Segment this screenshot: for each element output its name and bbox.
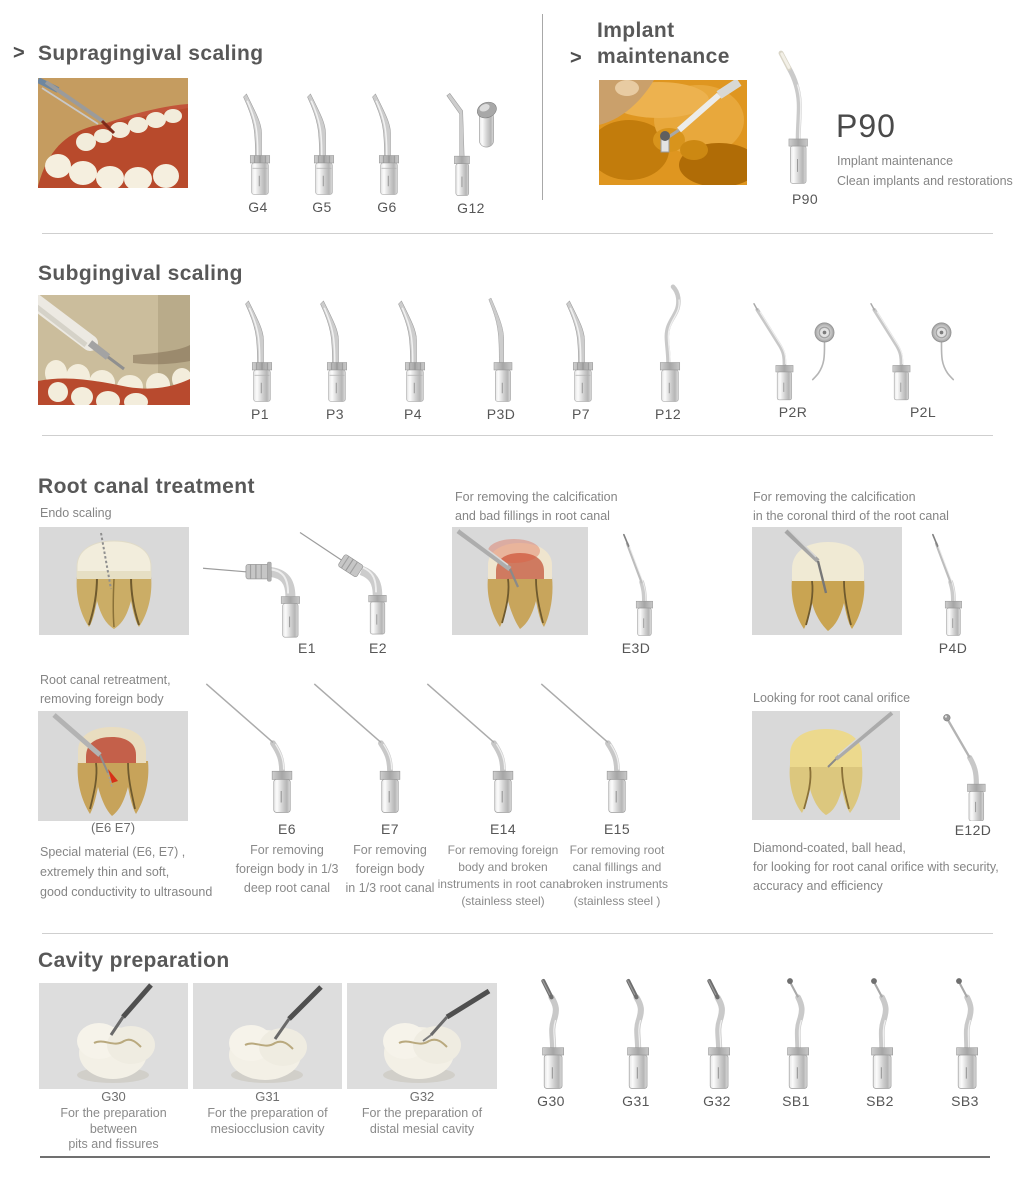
- section-title-implant-line1: Implant: [597, 19, 675, 42]
- caption-desc-line2: mesiocclusion cavity: [210, 1121, 325, 1136]
- small-ball-tip-icon: [937, 968, 994, 1090]
- caption-desc-line2: distal mesial cavity: [369, 1121, 475, 1136]
- section-title-cavity: Cavity preparation: [38, 949, 230, 972]
- disc-tip-icon: [809, 316, 840, 388]
- tip-p12: [636, 283, 700, 422]
- e15-desc-line1: For removing root: [569, 843, 665, 857]
- photo-caption-label: G31: [255, 1089, 280, 1104]
- tip-p2l-probe: [869, 291, 922, 409]
- probe-tip-icon: [752, 291, 805, 404]
- scaler-tip-icon: [300, 76, 345, 196]
- tip-g32: [685, 968, 749, 1109]
- p4d-description: [753, 488, 949, 525]
- retreat-note-line2: extremely thin and soft,: [40, 865, 170, 879]
- p4d-desc-line1: For removing the calcification: [753, 490, 916, 504]
- tip-label: G31: [622, 1093, 650, 1109]
- e14-desc-line3: instruments in root canal: [437, 877, 569, 891]
- section-title-subgingival: Subgingival scaling: [38, 262, 243, 285]
- e12d-note-line1: Diamond-coated, ball head,: [753, 841, 906, 855]
- scaler-tip-icon: [776, 46, 819, 189]
- tip-label: E2: [369, 640, 387, 656]
- chevron-right-icon: >: [570, 47, 582, 69]
- tip-p2r-probe: [752, 291, 805, 409]
- endo-scaling-subtitle: Endo scaling: [40, 506, 112, 520]
- e3d-desc-line1: For removing the calcification: [455, 490, 618, 504]
- g31-photo: [193, 983, 342, 1089]
- e12d-heading: Looking for root canal orifice: [753, 691, 911, 705]
- tip-p4d: [926, 527, 974, 642]
- e15-desc-line3: broken instruments: [565, 877, 669, 891]
- tip-sb3: [933, 968, 997, 1109]
- tip-p3d: [469, 283, 533, 422]
- caption-desc-line1: For the preparation of: [207, 1106, 328, 1120]
- retreat-line2: removing foreign body: [40, 691, 164, 706]
- photo-caption-label: G30: [101, 1089, 126, 1104]
- cutter-tip-icon: [689, 968, 746, 1090]
- p4d-photo: [752, 527, 902, 635]
- tip-p90: [776, 46, 819, 194]
- tip-e15: [538, 679, 645, 824]
- small-ball-tip-icon: [768, 968, 825, 1090]
- e14-desc-line4: (stainless steel): [461, 894, 545, 908]
- g31-caption-block: [193, 1089, 342, 1137]
- scaler-tip-icon: [391, 283, 436, 403]
- bottom-divider: [40, 1156, 990, 1158]
- photo-caption-label: G32: [409, 1089, 435, 1104]
- retreat-line1: Root canal retreatment,: [40, 673, 171, 687]
- subgingival-photo: [38, 295, 190, 405]
- section-title-supragingival: Supragingival scaling: [38, 42, 264, 65]
- e3d-description: [455, 488, 618, 525]
- e3d-photo: [452, 527, 588, 635]
- tip-label: SB1: [782, 1093, 810, 1109]
- probe-tip-icon: [869, 291, 922, 404]
- implant-desc-line1: Implant maintenance: [837, 154, 954, 168]
- needle-tip-icon: [424, 679, 531, 819]
- tip-e14: [424, 679, 531, 824]
- tip-label: G32: [703, 1093, 731, 1109]
- section-title-implant-line2: maintenance: [597, 45, 730, 68]
- tip-label: E15: [603, 821, 631, 837]
- tip-e12d: [938, 703, 997, 826]
- tip-label: G30: [537, 1093, 565, 1109]
- implant-description: [837, 151, 1013, 191]
- section-divider: [42, 435, 993, 436]
- scaler-tip-icon: [236, 76, 281, 196]
- tip-label: SB2: [866, 1093, 894, 1109]
- photo-caption-desc: [39, 1106, 188, 1153]
- tip-label: E6: [278, 821, 296, 837]
- diagonal-tip-icon: [617, 527, 665, 637]
- retreat-note: [40, 842, 212, 902]
- tip-e3d: [617, 527, 665, 642]
- g30-caption-block: [39, 1089, 188, 1153]
- needle-tip-icon: [311, 679, 418, 819]
- section-divider: [42, 233, 993, 234]
- tip-g4: [226, 76, 290, 215]
- tip-g31: [604, 968, 668, 1109]
- retreat-photo-caption: (E6 E7): [90, 820, 136, 835]
- scaler-tip-icon: [238, 283, 283, 403]
- e15-desc-line4: (stainless steel ): [573, 894, 661, 908]
- tip-label: P4D: [938, 640, 968, 656]
- e6-desc-line3: deep root canal: [243, 881, 331, 895]
- scaler-tip-with-cap-icon: [437, 76, 505, 197]
- diagonal-tip-icon: [926, 527, 974, 637]
- e12d-note-line3: accuracy and efficiency: [753, 879, 883, 893]
- e15-desc-line2: canal fillings and: [572, 860, 662, 874]
- vertical-divider: [542, 14, 543, 200]
- implant-desc-line2: Clean implants and restorations: [837, 174, 1013, 188]
- tip-label: P90: [791, 191, 819, 207]
- tip-label: P2R: [778, 404, 808, 420]
- implant-headline: P90: [836, 108, 896, 144]
- endo-holder-tip-icon: [294, 531, 404, 637]
- e7-desc-line2: foreign body: [355, 862, 425, 876]
- e7-desc-line1: For removing: [353, 843, 427, 857]
- endo-scaling-photo: [39, 527, 189, 635]
- tip-label: G4: [248, 199, 268, 215]
- retreatment-photo: [38, 711, 188, 821]
- tip-p2r-disc: [809, 316, 840, 393]
- needle-tip-icon: [538, 679, 645, 819]
- tip-label: P3D: [486, 406, 516, 422]
- tip-label: P12: [654, 406, 682, 422]
- tip-p1: [228, 283, 292, 422]
- scaler-tip-icon: [559, 283, 604, 403]
- e7-desc-line3: in 1/3 root canal: [345, 881, 435, 895]
- e12d-photo: [752, 711, 900, 820]
- scaler-tip-icon: [365, 76, 410, 196]
- e6-desc-line2: foreign body in 1/3: [235, 862, 339, 876]
- chevron-right-icon: >: [13, 42, 25, 64]
- g32-caption-block: [347, 1089, 497, 1137]
- tip-p2l-disc: [926, 316, 957, 393]
- tip-label: P1: [251, 406, 269, 422]
- tip-p3: [303, 283, 367, 422]
- tip-g30: [519, 968, 583, 1109]
- tip-sb1: [764, 968, 828, 1109]
- section-title-root-canal: Root canal treatment: [38, 475, 255, 498]
- tip-p7: [549, 283, 613, 422]
- tip-label: G6: [377, 199, 397, 215]
- p4d-desc-line2: in the coronal third of the root canal: [753, 508, 949, 523]
- caption-desc-line1: For the preparation between: [60, 1106, 167, 1136]
- tip-label: G12: [457, 200, 485, 216]
- photo-caption-desc: [193, 1106, 342, 1137]
- supragingival-photo: [38, 78, 188, 188]
- retreatment-description: [40, 671, 171, 708]
- cutter-tip-icon: [523, 968, 580, 1090]
- g30-photo: [39, 983, 188, 1089]
- photo-caption-desc: [347, 1106, 497, 1137]
- tip-label: E3D: [621, 640, 651, 656]
- tip-label: E14: [489, 821, 517, 837]
- section-divider: [42, 933, 993, 934]
- tip-g5: [290, 76, 354, 215]
- e12d-note: [753, 839, 999, 896]
- tip-sb2: [848, 968, 912, 1109]
- e14-desc-line2: body and broken: [458, 860, 548, 874]
- e3d-desc-line2: and bad fillings in root canal: [455, 508, 610, 523]
- caption-desc-line1: For the preparation of: [361, 1106, 483, 1120]
- tip-label: E7: [381, 821, 399, 837]
- tip-label: E1: [298, 640, 316, 656]
- tip-e7: [311, 679, 418, 824]
- scaler-tip-thin-icon: [479, 283, 524, 403]
- tip-g12: [435, 76, 507, 216]
- tip-e2: [294, 531, 404, 642]
- e15-description: [543, 842, 691, 910]
- tip-label: P3: [326, 406, 344, 422]
- g32-photo: [347, 983, 497, 1089]
- tip-label: G5: [312, 199, 332, 215]
- needle-tip-icon: [203, 679, 310, 819]
- small-ball-tip-icon: [852, 968, 909, 1090]
- tip-label: SB3: [951, 1093, 979, 1109]
- scaler-tip-icon: [313, 283, 358, 403]
- tip-label: P4: [404, 406, 422, 422]
- disc-tip-mirrored-icon: [926, 316, 957, 388]
- tip-g6: [355, 76, 419, 215]
- e12d-note-line2: for looking for root canal orifice with security,: [753, 860, 999, 874]
- tip-p4: [381, 283, 445, 422]
- cutter-tip-icon: [608, 968, 665, 1090]
- tip-label: P7: [572, 406, 590, 422]
- e14-desc-line1: For removing foreign: [447, 843, 559, 857]
- ball-tip-icon: [938, 703, 997, 821]
- retreat-note-line1: Special material (E6, E7) ,: [40, 845, 186, 859]
- tip-e6: [203, 679, 310, 824]
- caption-desc-line2: pits and fissures: [68, 1137, 159, 1151]
- e6-desc-line1: For removing: [250, 843, 324, 857]
- tip-label: P2L: [909, 404, 937, 420]
- retreat-note-line3: good conductivity to ultrasound: [40, 885, 213, 899]
- scaler-tip-s-curve-icon: [646, 283, 691, 403]
- tip-label: E12D: [954, 822, 992, 838]
- implant-photo: [599, 80, 747, 185]
